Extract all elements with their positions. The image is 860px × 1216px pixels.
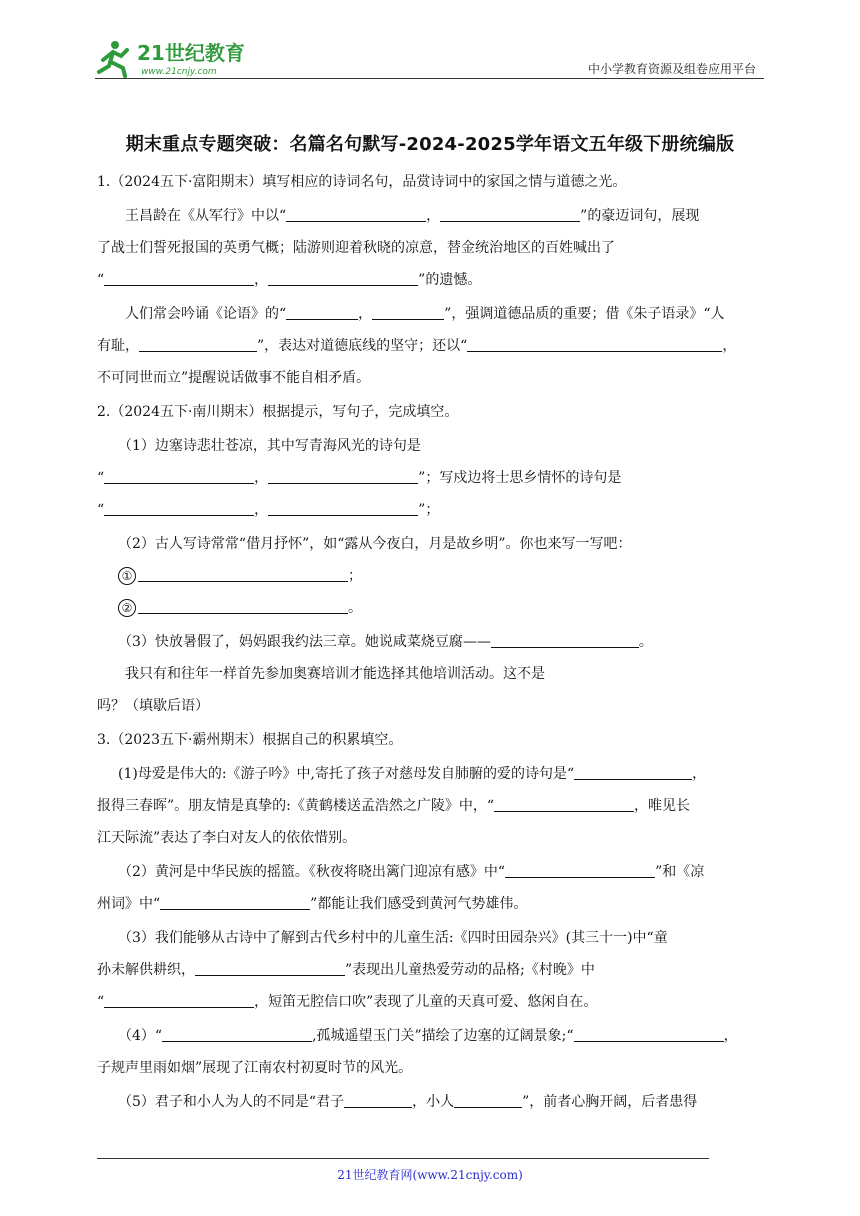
runner-icon (99, 41, 127, 76)
blank[interactable] (104, 499, 254, 516)
footer-divider (97, 1158, 709, 1159)
blank[interactable] (574, 1025, 724, 1042)
blank[interactable] (268, 499, 418, 516)
question-3-part-2-cont: 州词》中“ ”都能让我们感受到黄河气势雄伟。 (97, 892, 765, 916)
question-2-part-3-end: 吗？（填歇后语） (97, 698, 209, 714)
question-3-part-5: （5）君子和小人为人的不同是“君子 ，小人 ”，前者心胸开阔，后者患得 (97, 1090, 765, 1114)
answer-line-1: ① ； (97, 564, 765, 588)
question-2-part-1: （1）边塞诗悲壮苍凉，其中写青海风光的诗句是 (118, 438, 421, 454)
question-2-part-3: （3）快放暑假了，妈妈跟我约法三章。她说咸菜烧豆腐—— 。 (97, 630, 765, 654)
question-3-part-4-end: 子规声里雨如烟”展现了江南农村初夏时节的风光。 (97, 1060, 413, 1076)
question-1-head: 1.（2024五下·富阳期末）填写相应的诗词名句，品赏诗词中的家国之情与道德之光。 (97, 174, 627, 190)
blank[interactable] (286, 205, 426, 222)
question-2-part-3-cont: 我只有和往年一样首先参加奥赛培训才能选择其他培训活动。这不是 (125, 666, 545, 682)
blank[interactable] (344, 1091, 412, 1108)
header-divider (95, 78, 764, 79)
answer-line-2: ② 。 (97, 596, 765, 620)
question-3-part-2: （2）黄河是中华民族的摇篮。《秋夜将晓出篱门迎凉有感》中“ ”和《凉 (97, 860, 765, 884)
blank[interactable] (494, 795, 634, 812)
site-logo (95, 38, 265, 78)
page-title: 期末重点专题突破：名篇名句默写-2024-2025学年语文五年级下册统编版 (125, 134, 735, 155)
question-2-part-2: （2）古人写诗常常“借月抒怀”，如“露从今夜白，月是故乡明”。你也来写一写吧： (118, 536, 632, 552)
question-3-part-3: （3）我们能够从古诗中了解到古代乡村中的儿童生活:《四时田园杂兴》(其三十一)中“童 (118, 930, 668, 946)
question-2-head: 2.（2024五下·南川期末）根据提示，写句子，完成填空。 (97, 404, 459, 420)
blank[interactable] (104, 269, 254, 286)
question-3-part-1-cont: 报得三春晖”。朋友情是真挚的:《黄鹤楼送孟浩然之广陵》中，“ ，唯见长 (97, 794, 765, 818)
question-1-para-1-cont: 了战士们誓死报国的英勇气概；陆游则迎着秋晓的凉意，替金统治地区的百姓喊出了 (97, 240, 615, 256)
question-3-part-3-end: “ ，短笛无腔信口吹”表现了儿童的天真可爱、悠闲自在。 (97, 990, 765, 1014)
question-1-para-2: 人们常会吟诵《论语》的“ ， ”，强调道德品质的重要；借《朱子语录》“人 (97, 302, 765, 326)
question-3-head: 3.（2023五下·霸州期末）根据自己的积累填空。 (97, 732, 403, 748)
blank[interactable] (440, 205, 580, 222)
question-3-part-1-end: 江天际流”表达了李白对友人的依依惜别。 (97, 830, 357, 846)
blank[interactable] (195, 959, 345, 976)
footer-text[interactable]: 21世纪教育网(www.21cnjy.com) (337, 1168, 523, 1182)
logo-url: www.21cnjy.com (141, 67, 217, 77)
question-3-part-1: (1)母爱是伟大的:《游子吟》中,寄托了孩子对慈母发自肺腑的爱的诗句是“ ， (97, 762, 765, 786)
site-tagline: 中小学教育资源及组卷应用平台 (587, 62, 756, 76)
blank[interactable] (138, 597, 348, 614)
blank[interactable] (162, 1025, 312, 1042)
blank[interactable] (268, 467, 418, 484)
question-1-para-2-end: 不可同世而立”提醒说话做事不能自相矛盾。 (97, 370, 371, 386)
blank[interactable] (104, 467, 254, 484)
question-3-part-4: （4）“ ,孤城遥望玉门关”描绘了边塞的辽阔景象;“ ， (97, 1024, 765, 1048)
question-2-part-1-line-2: “ ， ”； (97, 498, 765, 522)
blank[interactable] (454, 1091, 522, 1108)
document-body (97, 170, 765, 1114)
question-1-para-2-cont: 有耻， ”，表达对道德底线的坚守；还以“ ， (97, 334, 765, 358)
logo-text: 21世纪教育 (137, 41, 245, 65)
question-2-part-1-line-1: “ ， ”；写戍边将士思乡情怀的诗句是 (97, 466, 765, 490)
blank[interactable] (505, 861, 655, 878)
blank[interactable] (286, 303, 358, 320)
blank[interactable] (372, 303, 444, 320)
question-1-para-1: 王昌龄在《从军行》中以“ ， ”的豪迈词句，展现 (97, 204, 765, 228)
blank[interactable] (160, 893, 310, 910)
blank[interactable] (268, 269, 418, 286)
blank[interactable] (574, 763, 692, 780)
blank[interactable] (139, 335, 257, 352)
question-1-para-1-end: “ ， ”的遗憾。 (97, 268, 765, 292)
blank[interactable] (104, 991, 254, 1008)
blank[interactable] (138, 565, 348, 582)
blank[interactable] (467, 335, 722, 352)
question-3-part-3-cont: 孙未解供耕织， ”表现出儿童热爱劳动的品格;《村晚》中 (97, 958, 765, 982)
blank[interactable] (491, 631, 639, 648)
